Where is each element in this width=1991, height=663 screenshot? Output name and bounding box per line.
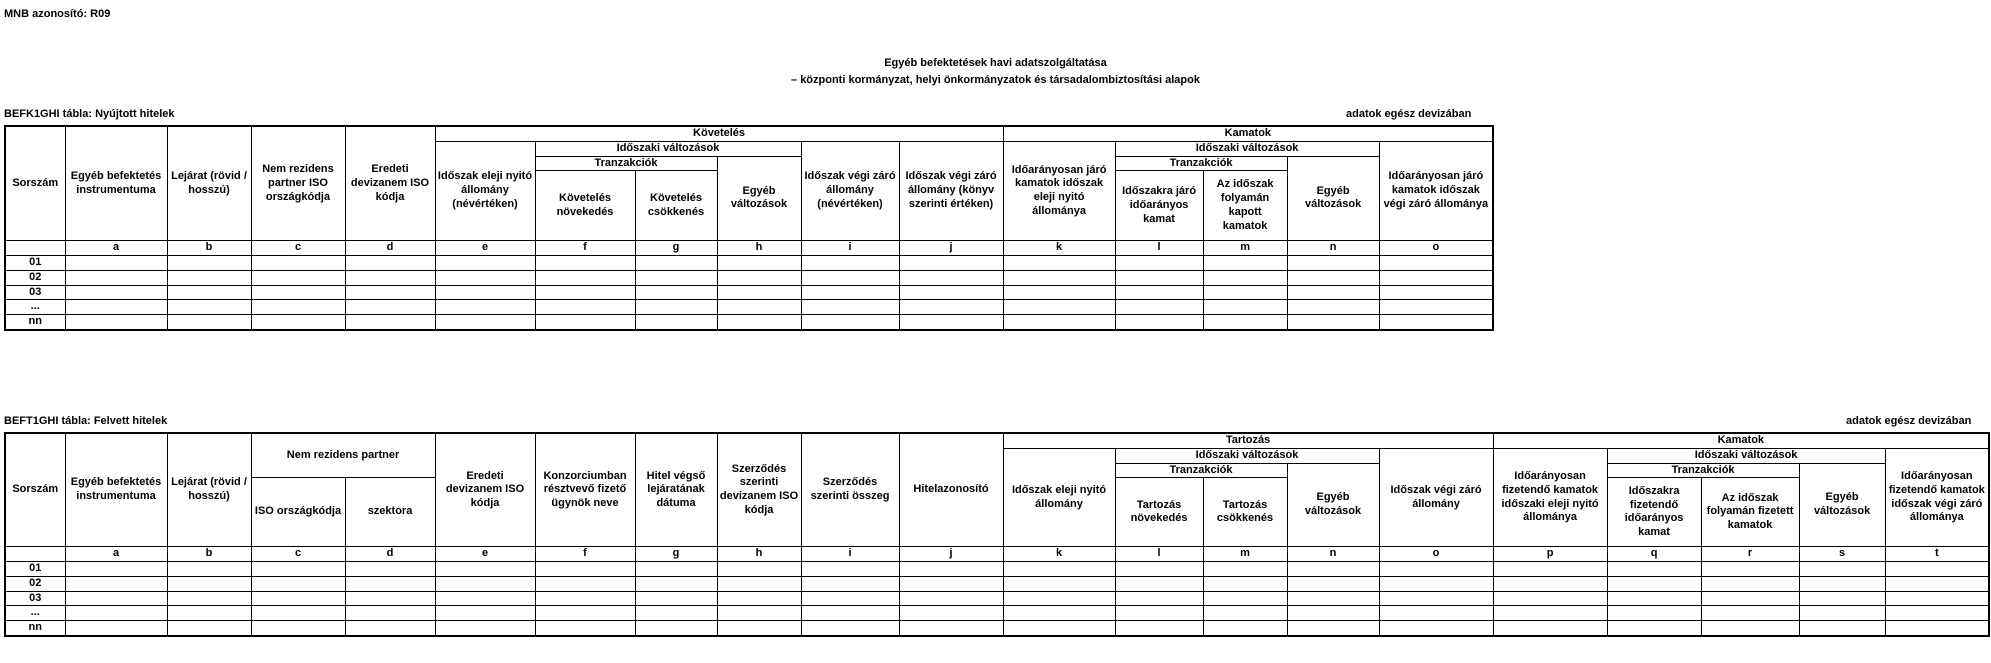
row-number: ... xyxy=(5,606,65,621)
col-m: Az időszak folyamán kapott kamatok xyxy=(1203,171,1287,241)
row-number: 02 xyxy=(5,270,65,285)
table2-caption: BEFT1GHI tábla: Felvett hitelek xyxy=(4,415,168,427)
letter-j: j xyxy=(899,547,1003,562)
table-row xyxy=(5,270,1493,285)
col-e: Eredeti devizanem ISO kódja xyxy=(435,433,535,547)
group-transactions: Tranzakciók xyxy=(1115,463,1287,478)
letter-e: e xyxy=(435,547,535,562)
letter-l: l xyxy=(1115,547,1203,562)
col-d: Eredeti devizanem ISO kódja xyxy=(345,126,435,241)
col-k: Időarányosan járó kamatok időszak eleji nyitó állománya xyxy=(1003,141,1115,241)
letter-j: j xyxy=(899,241,1003,256)
col-m: Tartozás csökkenés xyxy=(1203,478,1287,547)
col-g: Hitel végső lejáratának dátuma xyxy=(635,433,717,547)
letter-r: r xyxy=(1701,547,1799,562)
letter-k: k xyxy=(1003,241,1115,256)
letter-c: c xyxy=(251,547,345,562)
group-transactions: Tranzakciók xyxy=(535,156,717,171)
letter-k: k xyxy=(1003,547,1115,562)
group-period-changes: Időszaki változások xyxy=(535,141,801,156)
group-period-changes: Időszaki változások xyxy=(1115,448,1379,463)
letter-e: e xyxy=(435,241,535,256)
table1-caption: BEFK1GHI tábla: Nyújtott hitelek xyxy=(4,108,175,120)
table-felvett-hitelek xyxy=(4,432,1990,637)
col-g: Követelés csökkenés xyxy=(635,171,717,241)
col-c: Nem rezidens partner ISO országkódja xyxy=(251,126,345,241)
col-p: Időarányosan fizetendő kamatok időszaki eleji nyitó állománya xyxy=(1493,448,1607,547)
col-j: Időszak végi záró állomány (könyv szerinti értéken) xyxy=(899,141,1003,241)
letter-row xyxy=(5,547,1989,562)
letter-h: h xyxy=(717,241,801,256)
table2-unit-note: adatok egész devizában xyxy=(1846,415,1972,427)
letter-q: q xyxy=(1607,547,1701,562)
col-r: Az időszak folyamán fizetett kamatok xyxy=(1701,478,1799,547)
letter-row xyxy=(5,241,1493,256)
col-sorszam: Sorszám xyxy=(5,126,65,241)
letter-o: o xyxy=(1379,547,1493,562)
col-n: Egyéb változások xyxy=(1287,463,1379,547)
col-k: Időszak eleji nyitó állomány xyxy=(1003,448,1115,547)
row-number: 03 xyxy=(5,591,65,606)
letter-n: n xyxy=(1287,241,1379,256)
col-b: Lejárat (rövid / hosszú) xyxy=(167,433,251,547)
letter-d: d xyxy=(345,547,435,562)
letter-s: s xyxy=(1799,547,1885,562)
letter-i: i xyxy=(801,547,899,562)
group-tartozas: Tartozás xyxy=(1003,433,1493,448)
table-nyujtott-hitelek xyxy=(4,125,1494,331)
col-q: Időszakra fizetendő időarányos kamat xyxy=(1607,478,1701,547)
col-b: Lejárat (rövid / hosszú) xyxy=(167,126,251,241)
letter-g: g xyxy=(635,547,717,562)
row-number: 01 xyxy=(5,256,65,271)
col-f: Konzorciumban résztvevő fizető ügynök neve xyxy=(535,433,635,547)
table-row xyxy=(5,256,1493,271)
col-l: Időszakra járó időarányos kamat xyxy=(1115,171,1203,241)
col-sorszam: Sorszám xyxy=(5,433,65,547)
group-interest-transactions: Tranzakciók xyxy=(1607,463,1799,478)
col-h: Egyéb változások xyxy=(717,156,801,241)
mnb-id: MNB azonosító: R09 xyxy=(4,8,111,20)
col-l: Tartozás növekedés xyxy=(1115,478,1203,547)
table-row xyxy=(5,606,1989,621)
col-j: Hitelazonosító xyxy=(899,433,1003,547)
table1-unit-note: adatok egész devizában xyxy=(1346,108,1472,120)
table-row xyxy=(5,315,1493,330)
col-f: Követelés növekedés xyxy=(535,171,635,241)
letter-f: f xyxy=(535,241,635,256)
col-t: Időarányosan fizetendő kamatok időszak végi záró állománya xyxy=(1885,448,1989,547)
row-number: nn xyxy=(5,315,65,330)
letter-p: p xyxy=(1493,547,1607,562)
table-row xyxy=(5,285,1493,300)
letter-c: c xyxy=(251,241,345,256)
group-interest-period-changes: Időszaki változások xyxy=(1607,448,1885,463)
row-number: nn xyxy=(5,621,65,636)
group-nonres-partner: Nem rezidens partner xyxy=(251,433,435,478)
col-d: szektora xyxy=(345,478,435,547)
group-interest-period-changes: Időszaki változások xyxy=(1115,141,1379,156)
letter-t: t xyxy=(1885,547,1989,562)
letter-f: f xyxy=(535,547,635,562)
col-i: Szerződés szerinti összeg xyxy=(801,433,899,547)
letter-g: g xyxy=(635,241,717,256)
col-c: ISO országkódja xyxy=(251,478,345,547)
table-row xyxy=(5,562,1989,577)
col-o: Időszak végi záró állomány xyxy=(1379,448,1493,547)
letter-n: n xyxy=(1287,547,1379,562)
letter-h: h xyxy=(717,547,801,562)
letter-d: d xyxy=(345,241,435,256)
col-e: Időszak eleji nyitó állomány (névértéken) xyxy=(435,141,535,241)
table-row xyxy=(5,300,1493,315)
letter-a: a xyxy=(65,241,167,256)
report-subtitle: – központi kormányzat, helyi önkormányzatok és társadalombiztosítási alapok xyxy=(791,74,1200,86)
table-row xyxy=(5,591,1989,606)
col-n: Egyéb változások xyxy=(1287,156,1379,241)
col-a: Egyéb befektetés instrumentuma xyxy=(65,433,167,547)
letter-i: i xyxy=(801,241,899,256)
letter-b: b xyxy=(167,547,251,562)
letter-m: m xyxy=(1203,241,1287,256)
group-kamatok: Kamatok xyxy=(1003,126,1493,141)
row-number: 02 xyxy=(5,576,65,591)
letter-m: m xyxy=(1203,547,1287,562)
col-o: Időarányosan járó kamatok időszak végi záró állománya xyxy=(1379,141,1493,241)
col-h: Szerződés szerinti devizanem ISO kódja xyxy=(717,433,801,547)
report-title: Egyéb befektetések havi adatszolgáltatása xyxy=(884,57,1107,69)
col-s: Egyéb változások xyxy=(1799,463,1885,547)
row-number: ... xyxy=(5,300,65,315)
group-koveteles: Követelés xyxy=(435,126,1003,141)
table-row xyxy=(5,576,1989,591)
row-number: 03 xyxy=(5,285,65,300)
col-a: Egyéb befektetés instrumentuma xyxy=(65,126,167,241)
table-row xyxy=(5,621,1989,636)
group-interest-transactions: Tranzakciók xyxy=(1115,156,1287,171)
group-kamatok: Kamatok xyxy=(1493,433,1989,448)
col-i: Időszak végi záró állomány (névértéken) xyxy=(801,141,899,241)
letter-l: l xyxy=(1115,241,1203,256)
letter-a: a xyxy=(65,547,167,562)
letter-o: o xyxy=(1379,241,1493,256)
letter-b: b xyxy=(167,241,251,256)
row-number: 01 xyxy=(5,562,65,577)
